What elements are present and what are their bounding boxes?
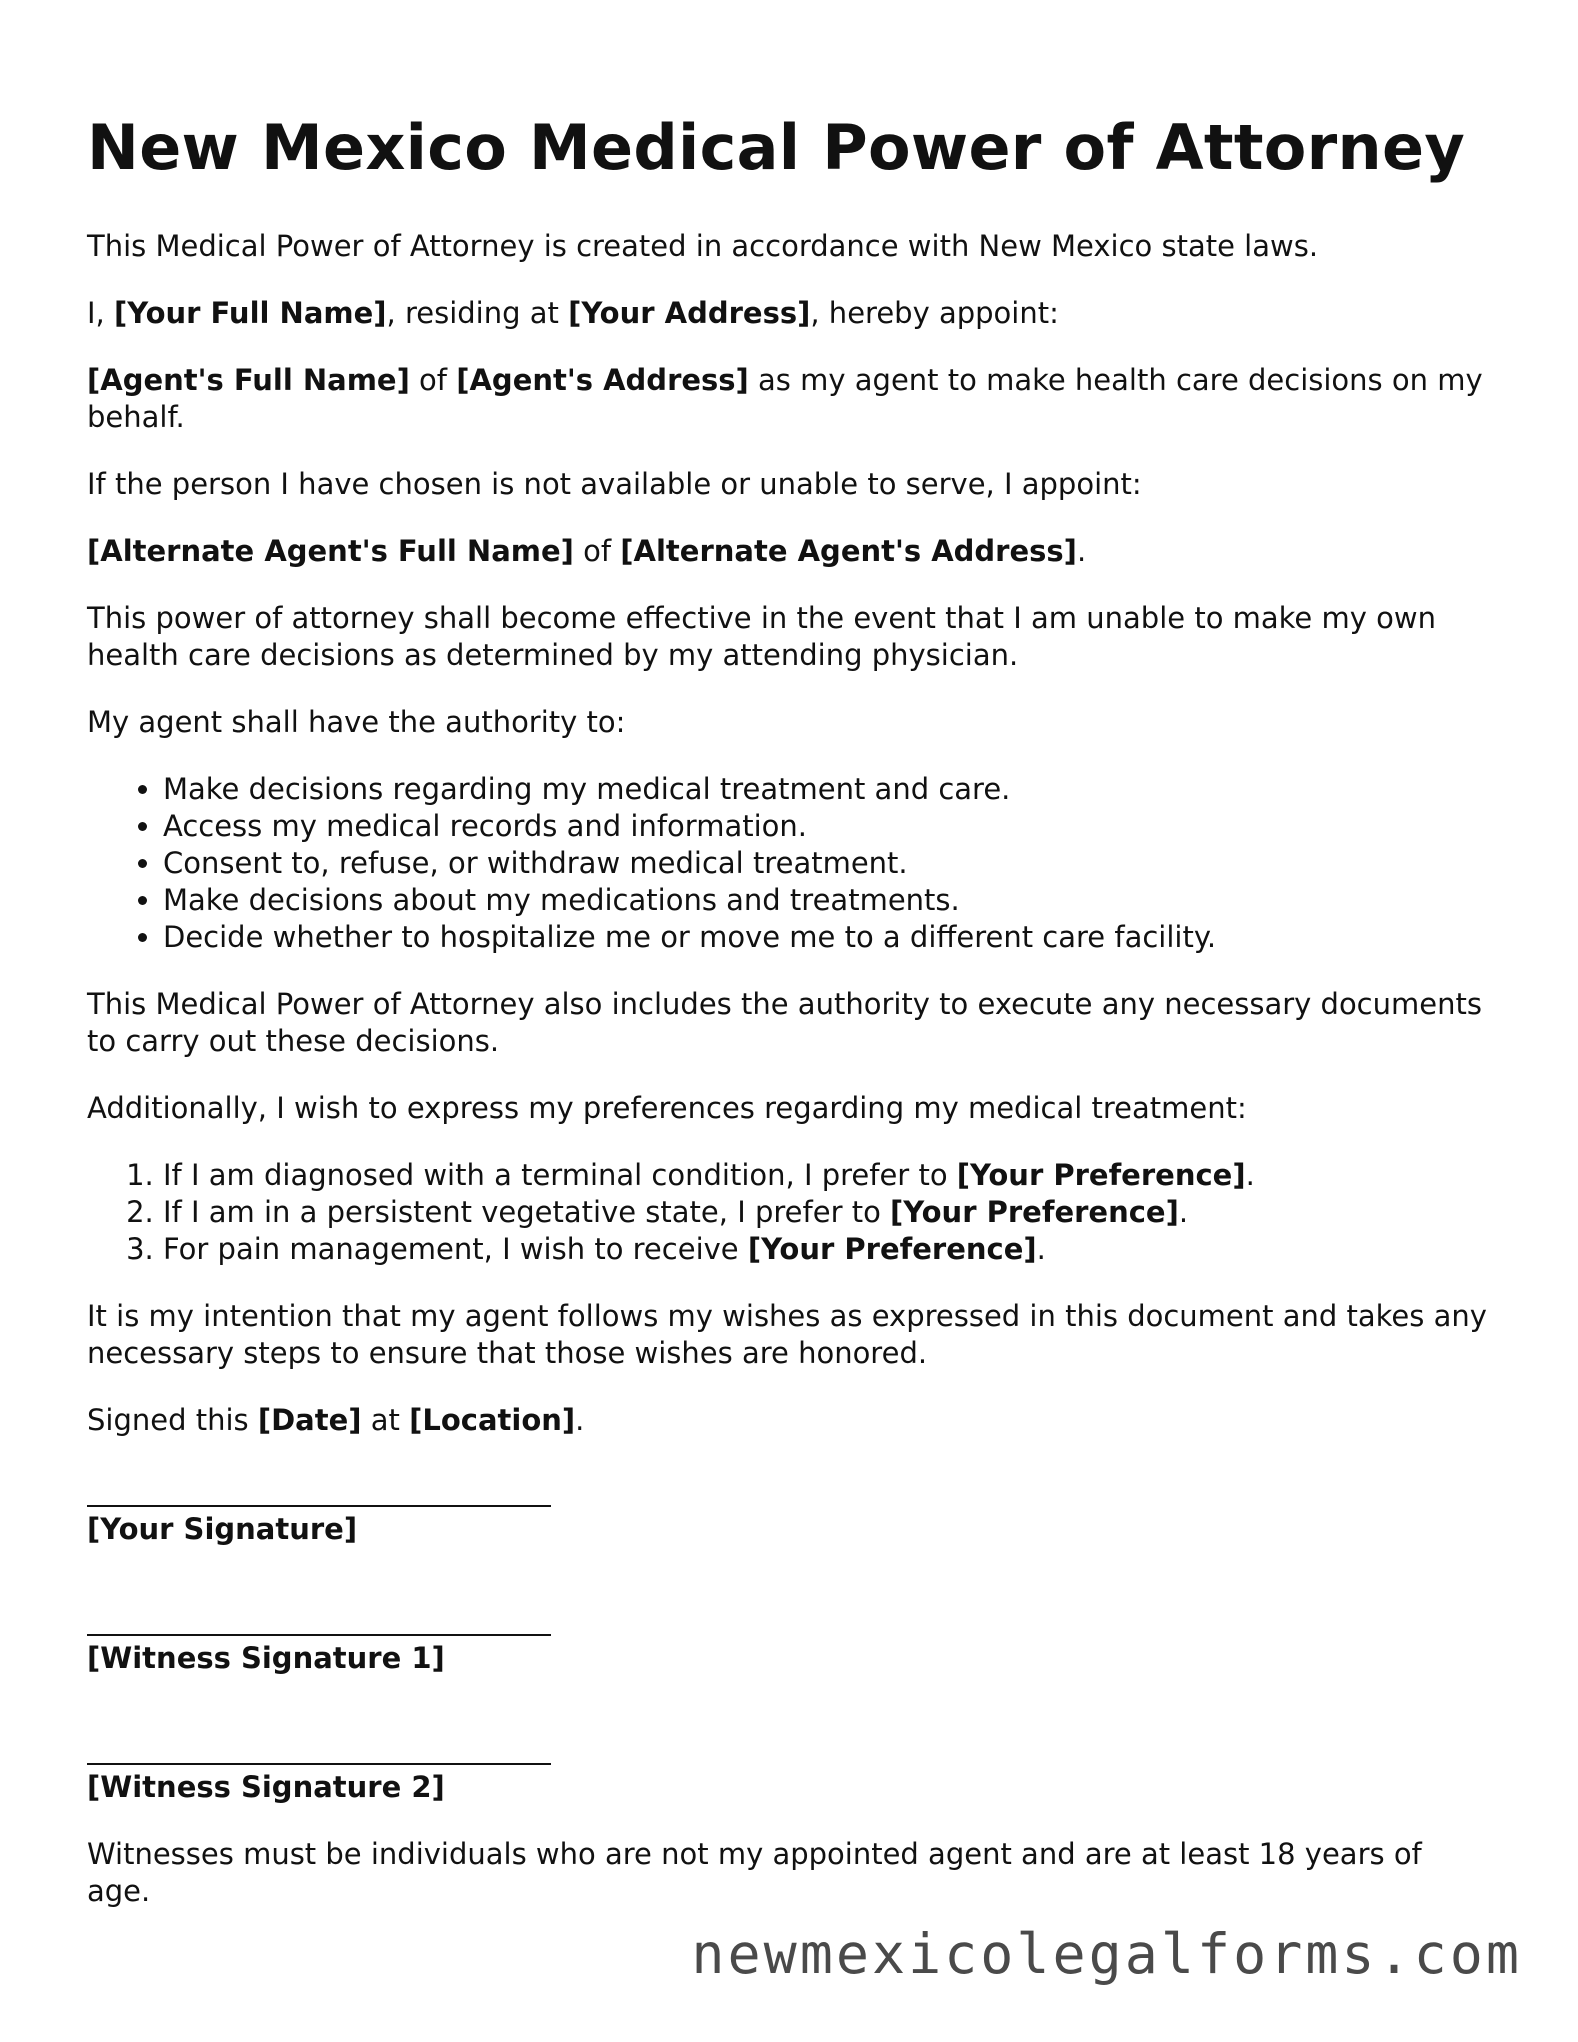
signed-text-3: . (575, 1403, 585, 1437)
preferences-list (87, 1157, 1487, 1268)
agent-paragraph (87, 362, 1487, 436)
witness-1-signature-line[interactable] (87, 1604, 551, 1636)
preference-text: If I am in a persistent vegetative state, I prefer to (163, 1195, 891, 1229)
alternate-tail-text: . (1076, 534, 1087, 568)
alternate-paragraph (87, 533, 1487, 570)
signed-paragraph (87, 1402, 1487, 1439)
agent-of-text: of (409, 363, 457, 397)
preference-text: If I am diagnosed with a terminal condition, I prefer to (163, 1158, 957, 1192)
witness-2-signature-block (87, 1733, 1487, 1806)
date-field: [Date] (257, 1403, 362, 1437)
intention-paragraph: It is my intention that my agent follows my wishes as expressed in this document and takes any necessary steps to ensure that those wishes are honored. (87, 1299, 1487, 1370)
witness-2-signature-label: [Witness Signature 2] (87, 1770, 445, 1804)
alternate-intro-paragraph: If the person I have chosen is not available or unable to serve, I appoint: (87, 467, 1142, 501)
preference-end: . (1036, 1232, 1046, 1266)
your-signature-label: [Your Signature] (87, 1512, 358, 1546)
signed-text-1: Signed this (87, 1403, 258, 1437)
witness-2-signature-line[interactable] (87, 1733, 551, 1765)
preference-value-field: [Your Preference] (747, 1232, 1037, 1266)
authority-item: • Access my medical records and information. (163, 808, 1487, 845)
witness-1-signature-label: [Witness Signature 1] (87, 1641, 445, 1675)
preference-item (163, 1157, 1487, 1194)
document-page (87, 108, 1487, 1940)
authority-item: • Consent to, refuse, or withdraw medical treatment. (163, 845, 1487, 882)
witness-1-signature-block (87, 1604, 1487, 1677)
document-title: New Mexico Medical Power of Attorney (87, 111, 1466, 184)
authority-intro: My agent shall have the authority to: (87, 705, 626, 739)
preference-value-field: [Your Preference] (956, 1158, 1246, 1192)
authority-item: • Make decisions about my medications and treatments. (163, 882, 1487, 919)
signed-text-2: at (361, 1403, 410, 1437)
appoint-text-2: , residing at (386, 296, 569, 330)
appoint-text-3: , hereby appoint: (810, 296, 1059, 330)
documents-paragraph: This Medical Power of Attorney also includes the authority to execute any necessary documents to carry out these decisions. (87, 987, 1482, 1058)
authority-list (87, 771, 1487, 956)
witness-note: Witnesses must be individuals who are not my appointed agent and are at least 18 years of age. (87, 1837, 1422, 1908)
alternate-address-field: [Alternate Agent's Address] (620, 534, 1077, 568)
effective-paragraph: This power of attorney shall become effective in the event that I am unable to make my own health care decisions as determined by my attending physician. (87, 601, 1436, 672)
intro-paragraph: This Medical Power of Attorney is created in accordance with New Mexico state laws. (87, 229, 1319, 263)
agent-name-field: [Agent's Full Name] (87, 363, 410, 397)
your-signature-line[interactable] (87, 1475, 551, 1507)
preference-text: For pain management, I wish to receive (163, 1232, 748, 1266)
alternate-name-field: [Alternate Agent's Full Name] (87, 534, 574, 568)
agent-address-field: [Agent's Address] (456, 363, 749, 397)
agent-tail-text: as my agent to make health care decisions on my behalf. (87, 363, 1483, 434)
principal-name-field: [Your Full Name] (114, 296, 387, 330)
appoint-text-1: I, (87, 296, 114, 330)
your-signature-block (87, 1475, 1487, 1548)
preferences-intro: Additionally, I wish to express my preferences regarding my medical treatment: (87, 1091, 1247, 1125)
alternate-of-text: of (573, 534, 621, 568)
preference-item (163, 1231, 1487, 1268)
watermark: newmexicolegalforms.com (691, 1922, 1522, 1986)
authority-item: • Decide whether to hospitalize me or move me to a different care facility. (163, 919, 1487, 956)
authority-item: • Make decisions regarding my medical treatment and care. (163, 771, 1487, 808)
preference-end: . (1178, 1195, 1189, 1229)
principal-address-field: [Your Address] (568, 296, 811, 330)
preference-end: . (1245, 1158, 1255, 1192)
location-field: [Location] (409, 1403, 576, 1437)
appointment-paragraph (87, 295, 1487, 332)
preference-item (163, 1194, 1487, 1231)
preference-value-field: [Your Preference] (890, 1195, 1179, 1229)
